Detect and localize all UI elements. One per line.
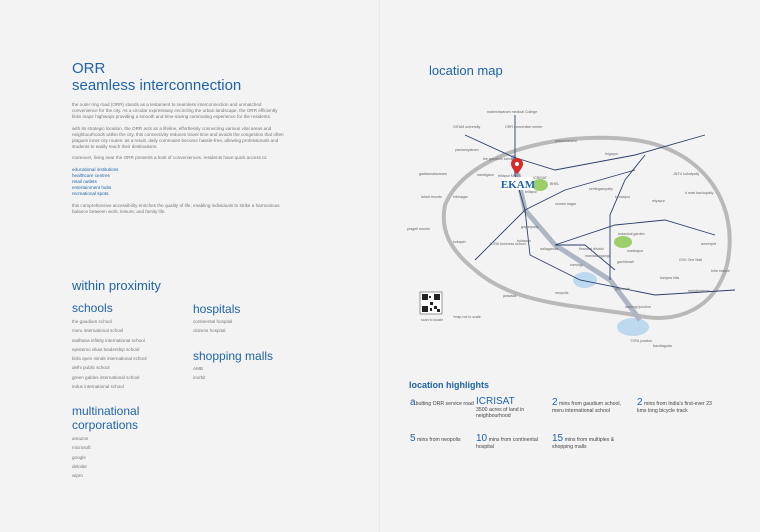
map-label: nallagandla [540,247,559,251]
school-item: the gaudium school [72,319,112,324]
map-label: the gaudium school [483,157,515,161]
map-label: ORR convention center [505,125,543,129]
school-item: birla open minds international school [72,356,147,362]
access-item: healthcare centres [72,172,110,178]
map-label: gachibowli [617,260,634,264]
orr-title: ORR [72,60,106,77]
highlight-item [637,398,715,414]
access-item: retail outlets [72,179,97,185]
map-label: golconda [615,287,630,291]
school-item: green gables international school [72,374,140,380]
proximity-title: within proximity [72,278,161,293]
map-label: patancheruvu [555,139,577,143]
mnc-title-line1: multinational [72,404,140,418]
map-label: kondapur [615,195,630,199]
mall-item: inorbit [193,375,206,381]
highlight-text: mins from continental hospital [476,437,538,450]
highlight-big: 2 [552,397,558,408]
mnc-list [72,434,91,480]
mnc-item: amazon [72,436,89,441]
highlight-big: 5 [410,433,416,444]
map-label: madhapur [627,249,644,253]
school-item: indus international school [72,384,124,390]
highlight-item [552,398,624,414]
highlight-text: mins from neopolis [417,437,461,443]
map-label: tellapur [525,190,537,194]
botanical-garden [614,236,632,248]
highlight-item [552,434,622,450]
map-label: BHEL [550,182,560,186]
ekam-label: EKAM [500,179,536,191]
map-label: serilingampally [589,187,613,191]
map-label: tellapur MMTS [498,174,522,178]
map-label: GITAM university [453,125,481,129]
highlight-text: butting ORR service road [415,401,474,407]
mnc-title-line2: corporations [72,418,139,432]
school-item: delhi public school [72,365,110,371]
highlight-big: 15 [552,433,564,444]
highlight-text: mins from multiplex & shopping malls [552,437,615,450]
orr-paragraph-4: this comprehensive accessibility enriches the quality of life, enabling individuals to strike a harmonious balance between work, leisure, and family life. [72,202,280,214]
map-label: gopanpally [521,225,539,229]
map-label: financial district [579,247,604,251]
orr-section [72,60,287,215]
schools-list [72,317,147,391]
hospital-item: citizens hospital [193,328,226,334]
mnc-item: microsoft [72,445,91,451]
pin-dot [515,162,519,166]
map-label: janwada [503,294,517,298]
highlight-item [476,434,541,450]
map-label: banjara hills [660,276,680,280]
access-item: recreational spots. [72,191,110,197]
orr-paragraph-3: moreover, living near the ORR presents a host of conveniences. residents have quick access to: [72,155,268,161]
hospitals-title: hospitals [193,302,241,316]
highlights-title: location highlights [409,380,489,390]
schools-title: schools [72,301,113,315]
map-label: ameerpet [701,242,717,246]
map-label: bibinagar [453,195,468,199]
location-map [405,95,740,355]
orr-ring [444,138,730,318]
page-fold [379,0,381,532]
access-item: educational institutions [72,166,119,172]
map-label: maheshwaram medical College [487,110,538,114]
highlight-item [476,397,546,420]
highlight-big: 10 [476,433,488,444]
map-label: thigapur [605,152,618,156]
school-item: epistemo vikas leadership school [72,346,140,352]
map-label: TSPA junction [630,339,653,343]
map-label: JNTU kukatpally [673,172,700,176]
map-label: GVK One Mall [679,258,702,262]
map-label: narsingi junction [625,305,651,309]
school-item: meru international school [72,328,124,334]
map-label: mehdipatnam [688,289,710,293]
mnc-item: google [72,454,86,460]
map-label: ICFAI business school [490,242,526,246]
highlight-text: mins from gaudium school, meru international school [552,401,622,414]
highlight-item [410,397,480,408]
qr-code[interactable] [420,292,442,314]
osman-sagar-lake [573,272,597,288]
map-label: osman nagar [555,202,576,206]
highlight-text: mins from India's first-ever 23 kms long bicycle track [637,401,712,414]
map-label: lahari resorts [421,195,442,199]
orr-paragraph-2: with its strategic location, the ORR acts as a lifeline, effortlessly connecting various vital areas and neighbourhoods within the city. this connectivity reduces travel time and avoids the congestion that often plagues inner-city routes. as a result, daily commutes become hassle-free, allowing professionals and students to easily reach their destinations. [72,125,284,150]
hospital-item: continental hospital [193,319,233,324]
malls-title: shopping malls [193,349,274,363]
map-label: ICRISAT [533,176,547,180]
map-label: kokapet [453,240,466,244]
highlight-text: 3500 acres of land in neighbourhood [476,407,525,420]
malls-list [193,364,206,383]
map-label: botanical garden [618,232,645,236]
qr-caption: scan to locate [421,318,444,322]
mnc-item: deloitte [72,463,87,469]
orr-subtitle: seamless interconnection [72,77,242,94]
map-label: d mart bachupally [685,191,714,195]
mnc-item: wipro [72,473,83,479]
map-title: location map [429,63,503,78]
mall-item: AMB [193,366,203,371]
map-label: birla mandir [711,269,730,273]
highlight-big: ICRISAT [476,396,515,407]
school-item: sadhana infinity international school [72,337,145,343]
access-list [72,167,287,198]
map-label: miyapur [652,199,665,203]
map-label: bandlaguda [653,344,672,348]
highlight-big: a [410,397,416,408]
map-label: pashamylaram [455,148,479,152]
highlight-big: 2 [637,397,643,408]
map-label: mandalanganga [585,254,611,258]
map-label: prageti resorts [407,227,430,231]
map-note: *map not to scale [453,315,481,319]
orr-paragraph-1: the outer ring road (ORR) stands as a testament to seamless interconnection and unmatched convenience for the city. As a circular expressway encircling the urban landscape, the ORR efficiently links major highways providing a smooth and time-saving commuting experience for the residents. [72,102,278,120]
access-item: entertainment hubs [72,185,112,191]
highlight-item [410,434,465,444]
map-label: nandigaon [477,173,494,177]
map-label: neopolis [555,291,569,295]
map-label: narsingi [570,263,583,267]
map-label: gaddamalavaram [419,172,447,176]
hospitals-list [193,317,232,336]
map-label: bollaram [517,239,531,243]
road-nh65 [465,135,705,170]
himayatsagar-lake [617,318,649,336]
